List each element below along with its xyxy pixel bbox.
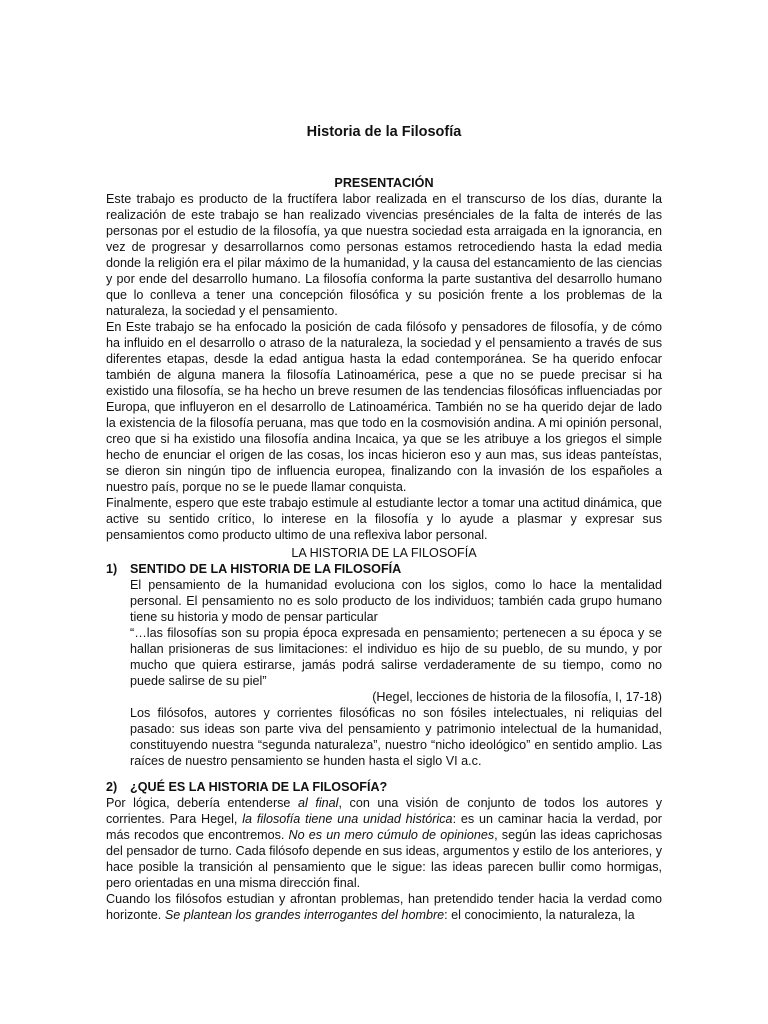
section-1-paragraph-2: Los filósofos, autores y corrientes filosóficas no son fósiles intelectuales, ni reliquias del pasado: sus ideas son parte viva del pensamiento y patrimonio intelectual de la humanidad, constituyendo nuestra “segunda naturaleza”, nuestro “nicho ideológico” en sentido amplio. Las raíces de nuestro pensamiento se hunden hasta el siglo VI a.c. (130, 706, 662, 768)
text-run: : es un caminar hacia la verdad, por más recodos que encontremos. (106, 812, 663, 842)
presentacion-paragraph-2: En Este trabajo se ha enfocado la posición de cada filósofo y pensadores de filosofía, y de cómo ha influido en el desarrollo o atraso de la naturaleza, la sociedad y el pensamiento a través de sus diferentes etapas, desde la edad antigua hasta la edad contemporánea. Se ha querido enfocar también de alguna manera la filosofía Latinoamérica, pese a que no se puede precisar si ha existido una filosofía, se ha hecho un breve resumen de las tendencias filosóficas influenciadas por Europa, que influyeron en el desarrollo de Latinoamérica. También no se ha querido dejar de lado la existencia de la filosofía peruana, mas que todo en la cosmovisión andina. A mi opinión personal, creo que si ha existido una filosofía andina Incaica, ya que se les atribuye a los griegos el simple hecho de enunciar el origen de las cosas, los incas hicieron eso y aun mas, sus ideas panteístas, se dieron sin ningún tipo de influencia europea, finalizando con la invasión de los españoles a nuestro país, porque no se le puede llamar conquista. (106, 320, 662, 494)
section-que-es (106, 779, 662, 923)
text-run: Cuando los filósofos estudian y afrontan problemas, han pretendido tender hacia la verdad como horizonte. (106, 892, 662, 922)
text-run: : el conocimiento, la naturaleza, la (444, 908, 635, 922)
presentacion-paragraph-1: Este trabajo es producto de la fructífera labor realizada en el transcurso de los días, durante la realización de este trabajo se han realizado vivencias presénciales de la falta de interés de las personas por el estudio de la filosofía, ya que nuestra sociedad esta arraigada en la ignorancia, en vez de progresar y desarrollarnos como personas estamos retrocediendo hasta la edad media donde la religión era el pilar máximo de la humanidad, y la causa del estancamiento de las ciencias y por ende del desarrollo humano. La filosofía conforma la parte sustantiva del desarrollo humano que lo conlleva a tener una concepción filosófica y su posición frente a los problemas de la naturaleza, la sociedad y el pensamiento. (106, 192, 662, 318)
historia-heading: LA HISTORIA DE LA FILOSOFÍA (291, 546, 477, 560)
section-1-number: 1) (106, 562, 118, 576)
section-presentacion (106, 175, 662, 543)
text-run: , con una visión de conjunto de todos los autores y corrientes. Para Hegel, (106, 796, 663, 826)
text-run-italic: la filosofía tiene una unidad histórica (242, 812, 453, 826)
hegel-citation: (Hegel, lecciones de historia de la filosofía, I, 17-18) (372, 690, 662, 704)
section-2-number: 2) (106, 780, 118, 794)
text-run-italic: al final (298, 796, 339, 810)
text-run: Por lógica, debería entenderse (106, 796, 298, 810)
text-run-italic: Se plantean los grandes interrogantes del hombre (164, 908, 445, 922)
section-2-paragraph-1 (106, 795, 662, 891)
presentacion-paragraph-3: Finalmente, espero que este trabajo estimule al estudiante lector a tomar una actitud dinámica, que active su sentido crítico, lo interese en la filosofía y lo ayude a plasmar y expresar sus pensamientos como producto ultimo de una reflexiva labor personal. (106, 496, 662, 542)
document-title: Historia de la Filosofía (306, 124, 462, 140)
section-1-heading (106, 561, 662, 577)
text-run-italic: No es un mero cúmulo de opiniones (288, 828, 495, 842)
presentacion-heading: PRESENTACIÓN (334, 176, 434, 190)
section-1-title: SENTIDO DE LA HISTORIA DE LA FILOSOFÍA (130, 562, 402, 576)
section-2-heading (106, 779, 662, 795)
section-historia (106, 545, 662, 769)
section-2-title: ¿QUÉ ES LA HISTORIA DE LA FILOSOFÍA? (130, 780, 388, 794)
section-2-paragraph-2 (106, 891, 662, 923)
hegel-quote: “…las filosofías son su propia época expresada en pensamiento; pertenecen a su época y se hallan prisioneras de sus limitaciones: el individuo es hijo de su pueblo, de su mundo, y por mucho que quiera estirarse, jamás podrá salirse verdaderamente de su tiempo, como no puede salirse de su piel” (130, 626, 662, 688)
text-run: , según las ideas caprichosas del pensador de turno. Cada filósofo depende en sus ideas, argumentos y estilo de los anteriores, y hace posible la transición al pensamiento que le sigue: las ideas parecen bullir como hormigas, pero orientadas en una misma dirección final. (106, 828, 662, 890)
section-1-body (106, 577, 662, 769)
section-1-paragraph-1: El pensamiento de la humanidad evoluciona con los siglos, como lo hace la mentalidad personal. El pensamiento no es solo producto de los individuos; también cada grupo humano tiene su historia y modo de pensar particular (130, 578, 662, 624)
